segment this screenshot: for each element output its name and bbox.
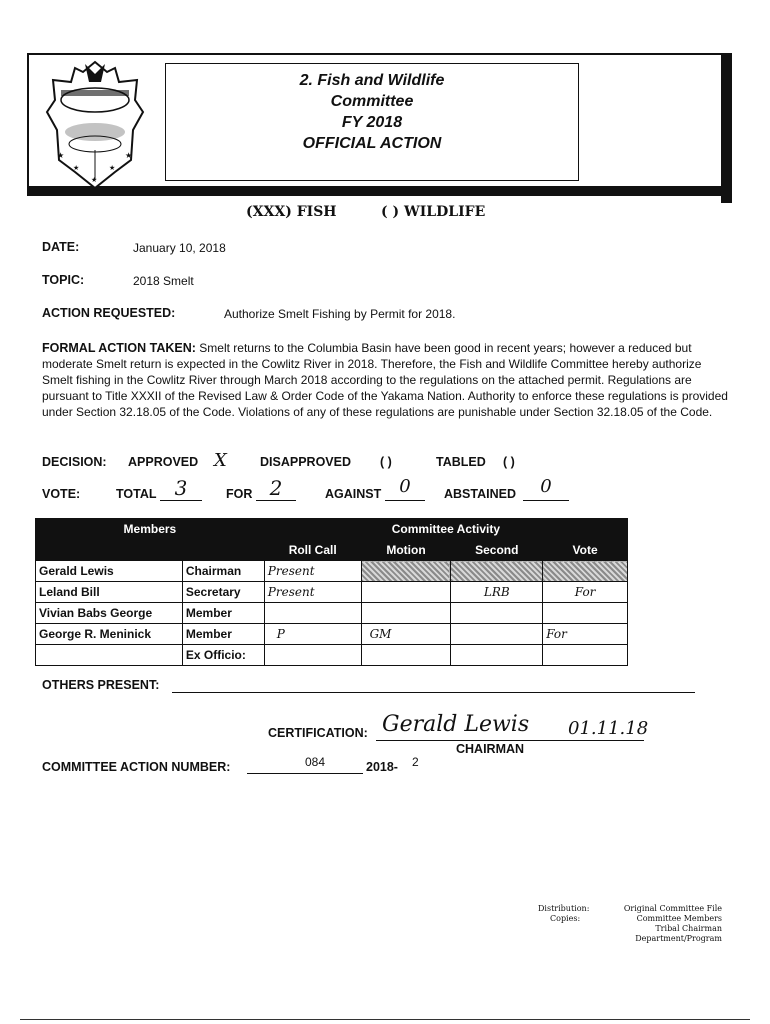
vote-total-value: 3 xyxy=(160,476,202,501)
header-title-line3: FY 2018 xyxy=(341,114,403,131)
roll-call-cell xyxy=(264,645,361,666)
topic-value: 2018 Smelt xyxy=(133,274,194,288)
second-cell xyxy=(451,624,543,645)
distribution-item: Original Committee File xyxy=(623,904,722,913)
action-number-suffix: 2 xyxy=(412,755,419,769)
formal-action-paragraph xyxy=(42,340,732,420)
second-cell: LRB xyxy=(451,582,543,603)
roll-call-cell: Present xyxy=(264,582,361,603)
svg-text:★: ★ xyxy=(57,151,65,160)
decision-tabled-label: TABLED xyxy=(436,455,486,469)
vote-abstained-label: ABSTAINED xyxy=(444,487,516,501)
member-role: Ex Officio: xyxy=(182,645,264,666)
others-present-label: OTHERS PRESENT: xyxy=(42,678,160,692)
table-row xyxy=(36,582,628,603)
certification-date: 01.11.18 xyxy=(568,718,649,739)
column-header-vote: Vote xyxy=(543,540,628,561)
action-requested-label: ACTION REQUESTED: xyxy=(42,306,176,320)
table-row xyxy=(36,603,628,624)
roll-call-cell xyxy=(264,603,361,624)
certification-label: CERTIFICATION: xyxy=(268,726,368,740)
motion-cell xyxy=(361,603,451,624)
action-requested-value: Authorize Smelt Fishing by Permit for 2018. xyxy=(224,307,456,321)
header-title-line4: OFFICIAL ACTION xyxy=(302,135,442,152)
member-name: George R. Meninick xyxy=(36,624,183,645)
members-header: Members xyxy=(36,519,265,540)
date-value: January 10, 2018 xyxy=(133,241,226,255)
table-row xyxy=(36,645,628,666)
motion-cell xyxy=(361,645,451,666)
header-title-line2: Committee xyxy=(330,93,414,110)
vote-against-label: AGAINST xyxy=(325,487,382,501)
table-header-row-2 xyxy=(36,540,628,561)
committee-activity-header: Committee Activity xyxy=(264,519,627,540)
vote-cell xyxy=(543,603,628,624)
svg-text:★: ★ xyxy=(91,177,98,184)
decision-approved-mark: X xyxy=(214,450,227,471)
table-row xyxy=(36,624,628,645)
action-number-line xyxy=(247,773,363,774)
motion-cell: GM xyxy=(361,624,451,645)
member-role: Member xyxy=(182,624,264,645)
formal-action-label: FORMAL ACTION TAKEN: xyxy=(42,341,196,355)
action-number-value: 084 xyxy=(305,755,326,769)
motion-cell xyxy=(361,582,451,603)
table-row xyxy=(36,561,628,582)
decision-approved-label: APPROVED xyxy=(128,455,199,469)
member-role: Member xyxy=(182,603,264,624)
members-table xyxy=(35,518,628,666)
vote-for-label: FOR xyxy=(226,487,253,501)
decision-label: DECISION: xyxy=(42,455,107,469)
action-number-year: 2018- xyxy=(366,760,398,774)
chairman-title: CHAIRMAN xyxy=(456,742,525,756)
vote-cell xyxy=(543,561,628,582)
formal-action-text: Smelt returns to the Columbia Basin have been good in recent years; however a reduced but moderate Smelt return is expected in the Cowlitz River in 2018. Therefore, the Fish and Wildlife Committee hereby authorize Smelt fishing in the Cowlitz River through March 2018 according to the regulations on the attached permit. Regulations are pursuant to Title XXXII of the Revised Law & Order Code of the Yakama Nation. Authority to enforce these regulations is provided under Section 32.18.05 of the Code. Violations of any of these regulations are punishable under Section 32.18.05 of the Code. xyxy=(42,341,728,419)
member-name: Leland Bill xyxy=(36,582,183,603)
distribution-item: Committee Members xyxy=(636,914,722,923)
fish-option: (XXX) FISH xyxy=(246,204,337,220)
distribution-label: Distribution: xyxy=(538,904,590,913)
svg-text:★: ★ xyxy=(125,151,133,160)
decision-tabled-mark: ( ) xyxy=(503,455,515,469)
distribution-copies-label: Copies: xyxy=(550,914,581,923)
member-name xyxy=(36,645,183,666)
vote-against-value: 0 xyxy=(385,476,425,501)
table-header-row-1 xyxy=(36,519,628,540)
decision-disapproved-mark: ( ) xyxy=(380,455,392,469)
others-present-line xyxy=(172,692,695,693)
roll-call-cell: P xyxy=(264,624,361,645)
header-title-box xyxy=(165,63,579,181)
column-header-roll-call: Roll Call xyxy=(264,540,361,561)
distribution-item: Tribal Chairman xyxy=(655,924,722,933)
column-header-second: Second xyxy=(451,540,543,561)
decision-disapproved-label: DISAPPROVED xyxy=(260,455,351,469)
second-cell xyxy=(451,603,543,624)
vote-label: VOTE: xyxy=(42,487,81,501)
distribution-list xyxy=(600,904,722,944)
motion-cell xyxy=(361,561,451,582)
header-title-line1: 2. Fish and Wildlife xyxy=(299,72,445,89)
members-header-blank xyxy=(36,540,265,561)
header-right-border xyxy=(721,53,732,203)
action-number-label: COMMITTEE ACTION NUMBER: xyxy=(42,760,231,774)
certification-line xyxy=(376,740,644,741)
topic-label: TOPIC: xyxy=(42,273,85,287)
second-cell xyxy=(451,561,543,582)
yakama-nation-seal-logo xyxy=(45,60,145,190)
svg-text:★: ★ xyxy=(73,165,80,172)
roll-call-cell: Present xyxy=(264,561,361,582)
member-role: Chairman xyxy=(182,561,264,582)
chairman-signature: Gerald Lewis xyxy=(382,712,530,737)
member-name: Vivian Babs George xyxy=(36,603,183,624)
column-header-motion: Motion xyxy=(361,540,451,561)
date-label: DATE: xyxy=(42,240,80,254)
second-cell xyxy=(451,645,543,666)
svg-text:★: ★ xyxy=(109,165,116,172)
member-name: Gerald Lewis xyxy=(36,561,183,582)
member-role: Secretary xyxy=(182,582,264,603)
distribution-item: Department/Program xyxy=(635,934,722,943)
vote-cell xyxy=(543,645,628,666)
vote-cell: For xyxy=(543,624,628,645)
vote-total-label: TOTAL xyxy=(116,487,157,501)
vote-cell: For xyxy=(543,582,628,603)
bottom-scan-line xyxy=(20,1019,750,1020)
wildlife-option: ( ) WILDLIFE xyxy=(381,204,486,220)
vote-for-value: 2 xyxy=(256,476,296,501)
vote-abstained-value: 0 xyxy=(523,476,569,501)
